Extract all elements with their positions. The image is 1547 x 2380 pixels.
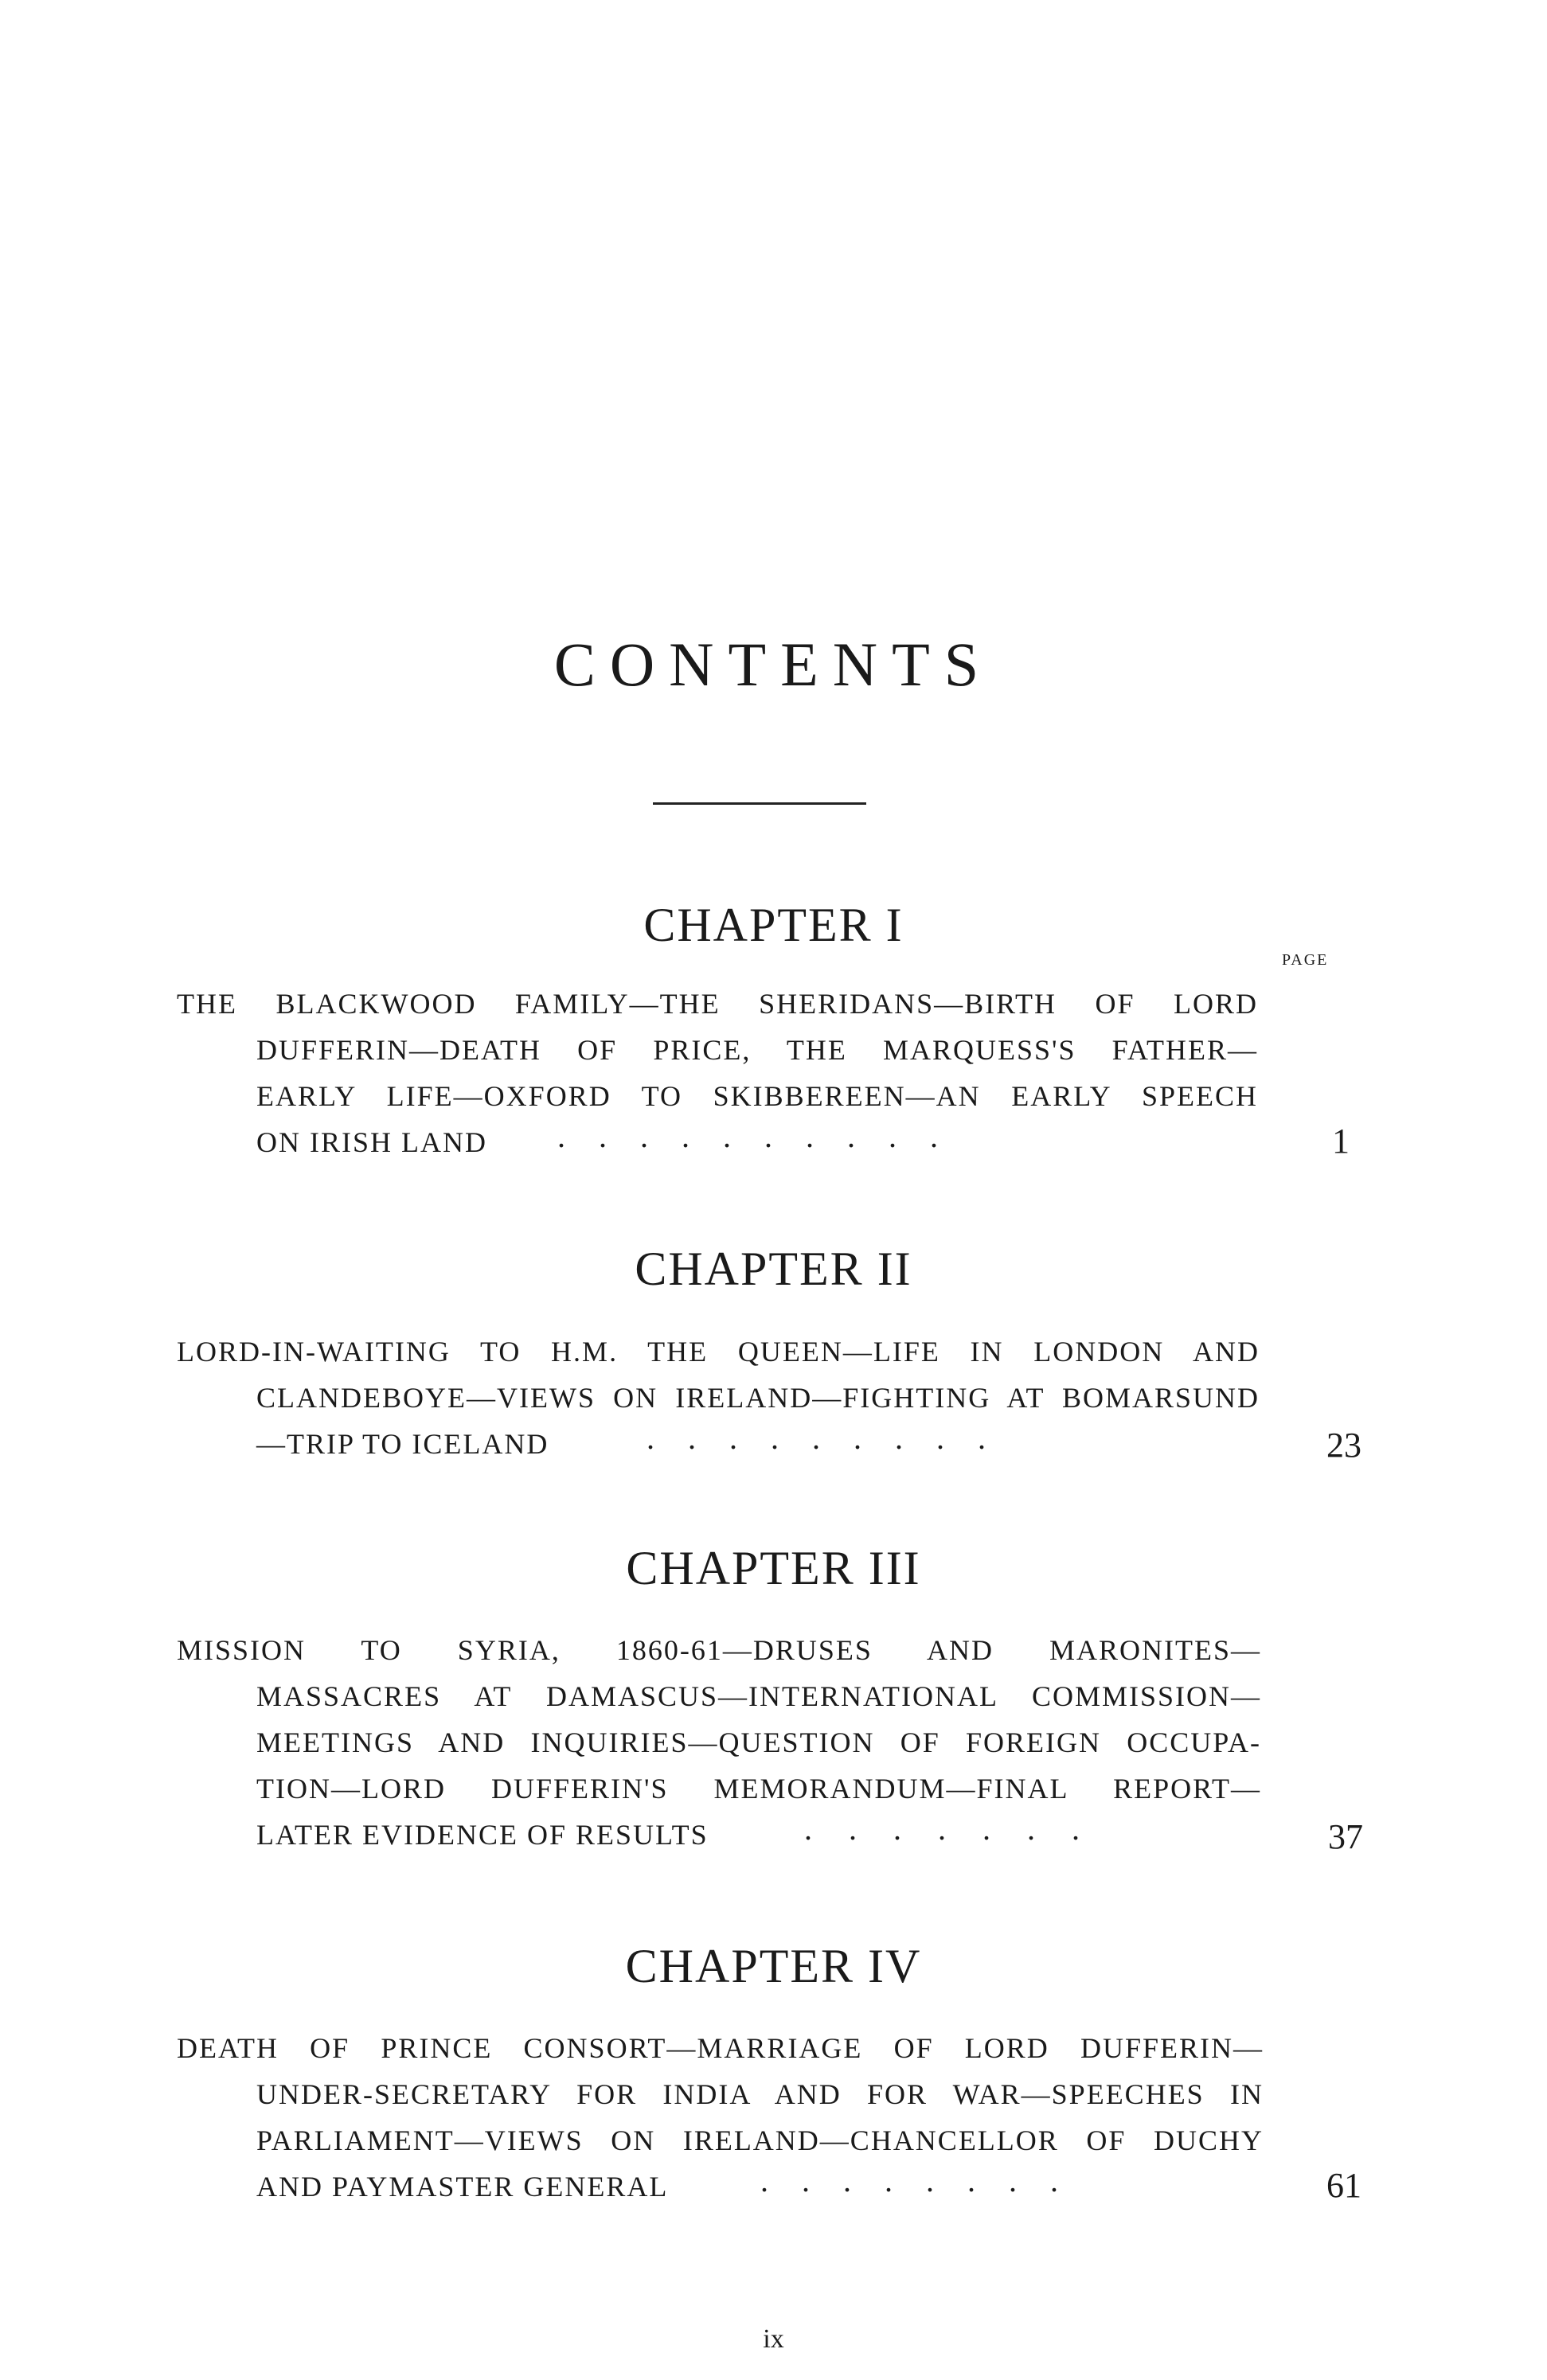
chapter-heading-1: CHAPTER I xyxy=(643,899,904,951)
chapter-1-page-number: 1 xyxy=(1332,1122,1350,1161)
chapter-heading-2: CHAPTER II xyxy=(635,1243,912,1295)
chapter-3-line-2: MASSACRES AT DAMASCUS—INTERNATIONAL COMMISSION— xyxy=(256,1680,1261,1712)
chapter-3-line-4: TION—LORD DUFFERIN'S MEMORANDUM—FINAL REPORT— xyxy=(256,1773,1261,1805)
chapter-3-line-1: MISSION TO SYRIA, 1860-61—DRUSES AND MARONITES— xyxy=(177,1634,1261,1666)
chapter-3-line-3: MEETINGS AND INQUIRIES—QUESTION OF FOREIGN OCCUPA- xyxy=(256,1726,1261,1758)
chapter-4-line-3: PARLIAMENT—VIEWS ON IRELAND—CHANCELLOR OF DUCHY xyxy=(256,2124,1264,2156)
chapter-1-leaders: . . . . . . . . . . xyxy=(557,1118,951,1154)
chapter-2-line-2: CLANDEBOYE—VIEWS ON IRELAND—FIGHTING AT BOMARSUND xyxy=(256,1382,1260,1414)
chapter-2-page-number: 23 xyxy=(1326,1426,1361,1465)
chapter-2-leaders: . . . . . . . . . xyxy=(647,1420,998,1456)
chapter-2-line-3: —TRIP TO ICELAND xyxy=(256,1428,549,1460)
chapter-heading-3: CHAPTER III xyxy=(626,1542,921,1594)
chapter-4-line-1: DEATH OF PRINCE CONSORT—MARRIAGE OF LORD DUFFERIN— xyxy=(177,2032,1264,2064)
chapter-1-line-1: THE BLACKWOOD FAMILY—THE SHERIDANS—BIRTH OF LORD xyxy=(177,988,1258,1020)
chapter-4-line-4: AND PAYMASTER GENERAL xyxy=(256,2171,669,2202)
chapter-1-line-2: DUFFERIN—DEATH OF PRICE, THE MARQUESS'S FATHER— xyxy=(256,1034,1258,1066)
chapter-1-line-4: ON IRISH LAND xyxy=(256,1126,487,1158)
title-rule xyxy=(653,802,866,805)
chapter-2-line-1: LORD-IN-WAITING TO H.M. THE QUEEN—LIFE IN LONDON AND xyxy=(177,1336,1260,1368)
page-column-label: PAGE xyxy=(1282,951,1329,969)
chapter-3-line-5: LATER EVIDENCE OF RESULTS xyxy=(256,1819,709,1851)
page-title: CONTENTS xyxy=(553,630,994,699)
chapter-3-page-number: 37 xyxy=(1328,1817,1363,1856)
chapter-4-page-number: 61 xyxy=(1326,2166,1361,2205)
chapter-heading-4: CHAPTER IV xyxy=(625,1940,922,1992)
chapter-4-line-2: UNDER-SECRETARY FOR INDIA AND FOR WAR—SPEECHES IN xyxy=(256,2078,1264,2110)
page-folio: ix xyxy=(763,2324,784,2354)
chapter-3-leaders: . . . . . . . xyxy=(804,1811,1094,1847)
chapter-4-leaders: . . . . . . . . xyxy=(760,2163,1071,2199)
chapter-1-line-3: EARLY LIFE—OXFORD TO SKIBBEREEN—AN EARLY SPEECH xyxy=(256,1080,1258,1112)
